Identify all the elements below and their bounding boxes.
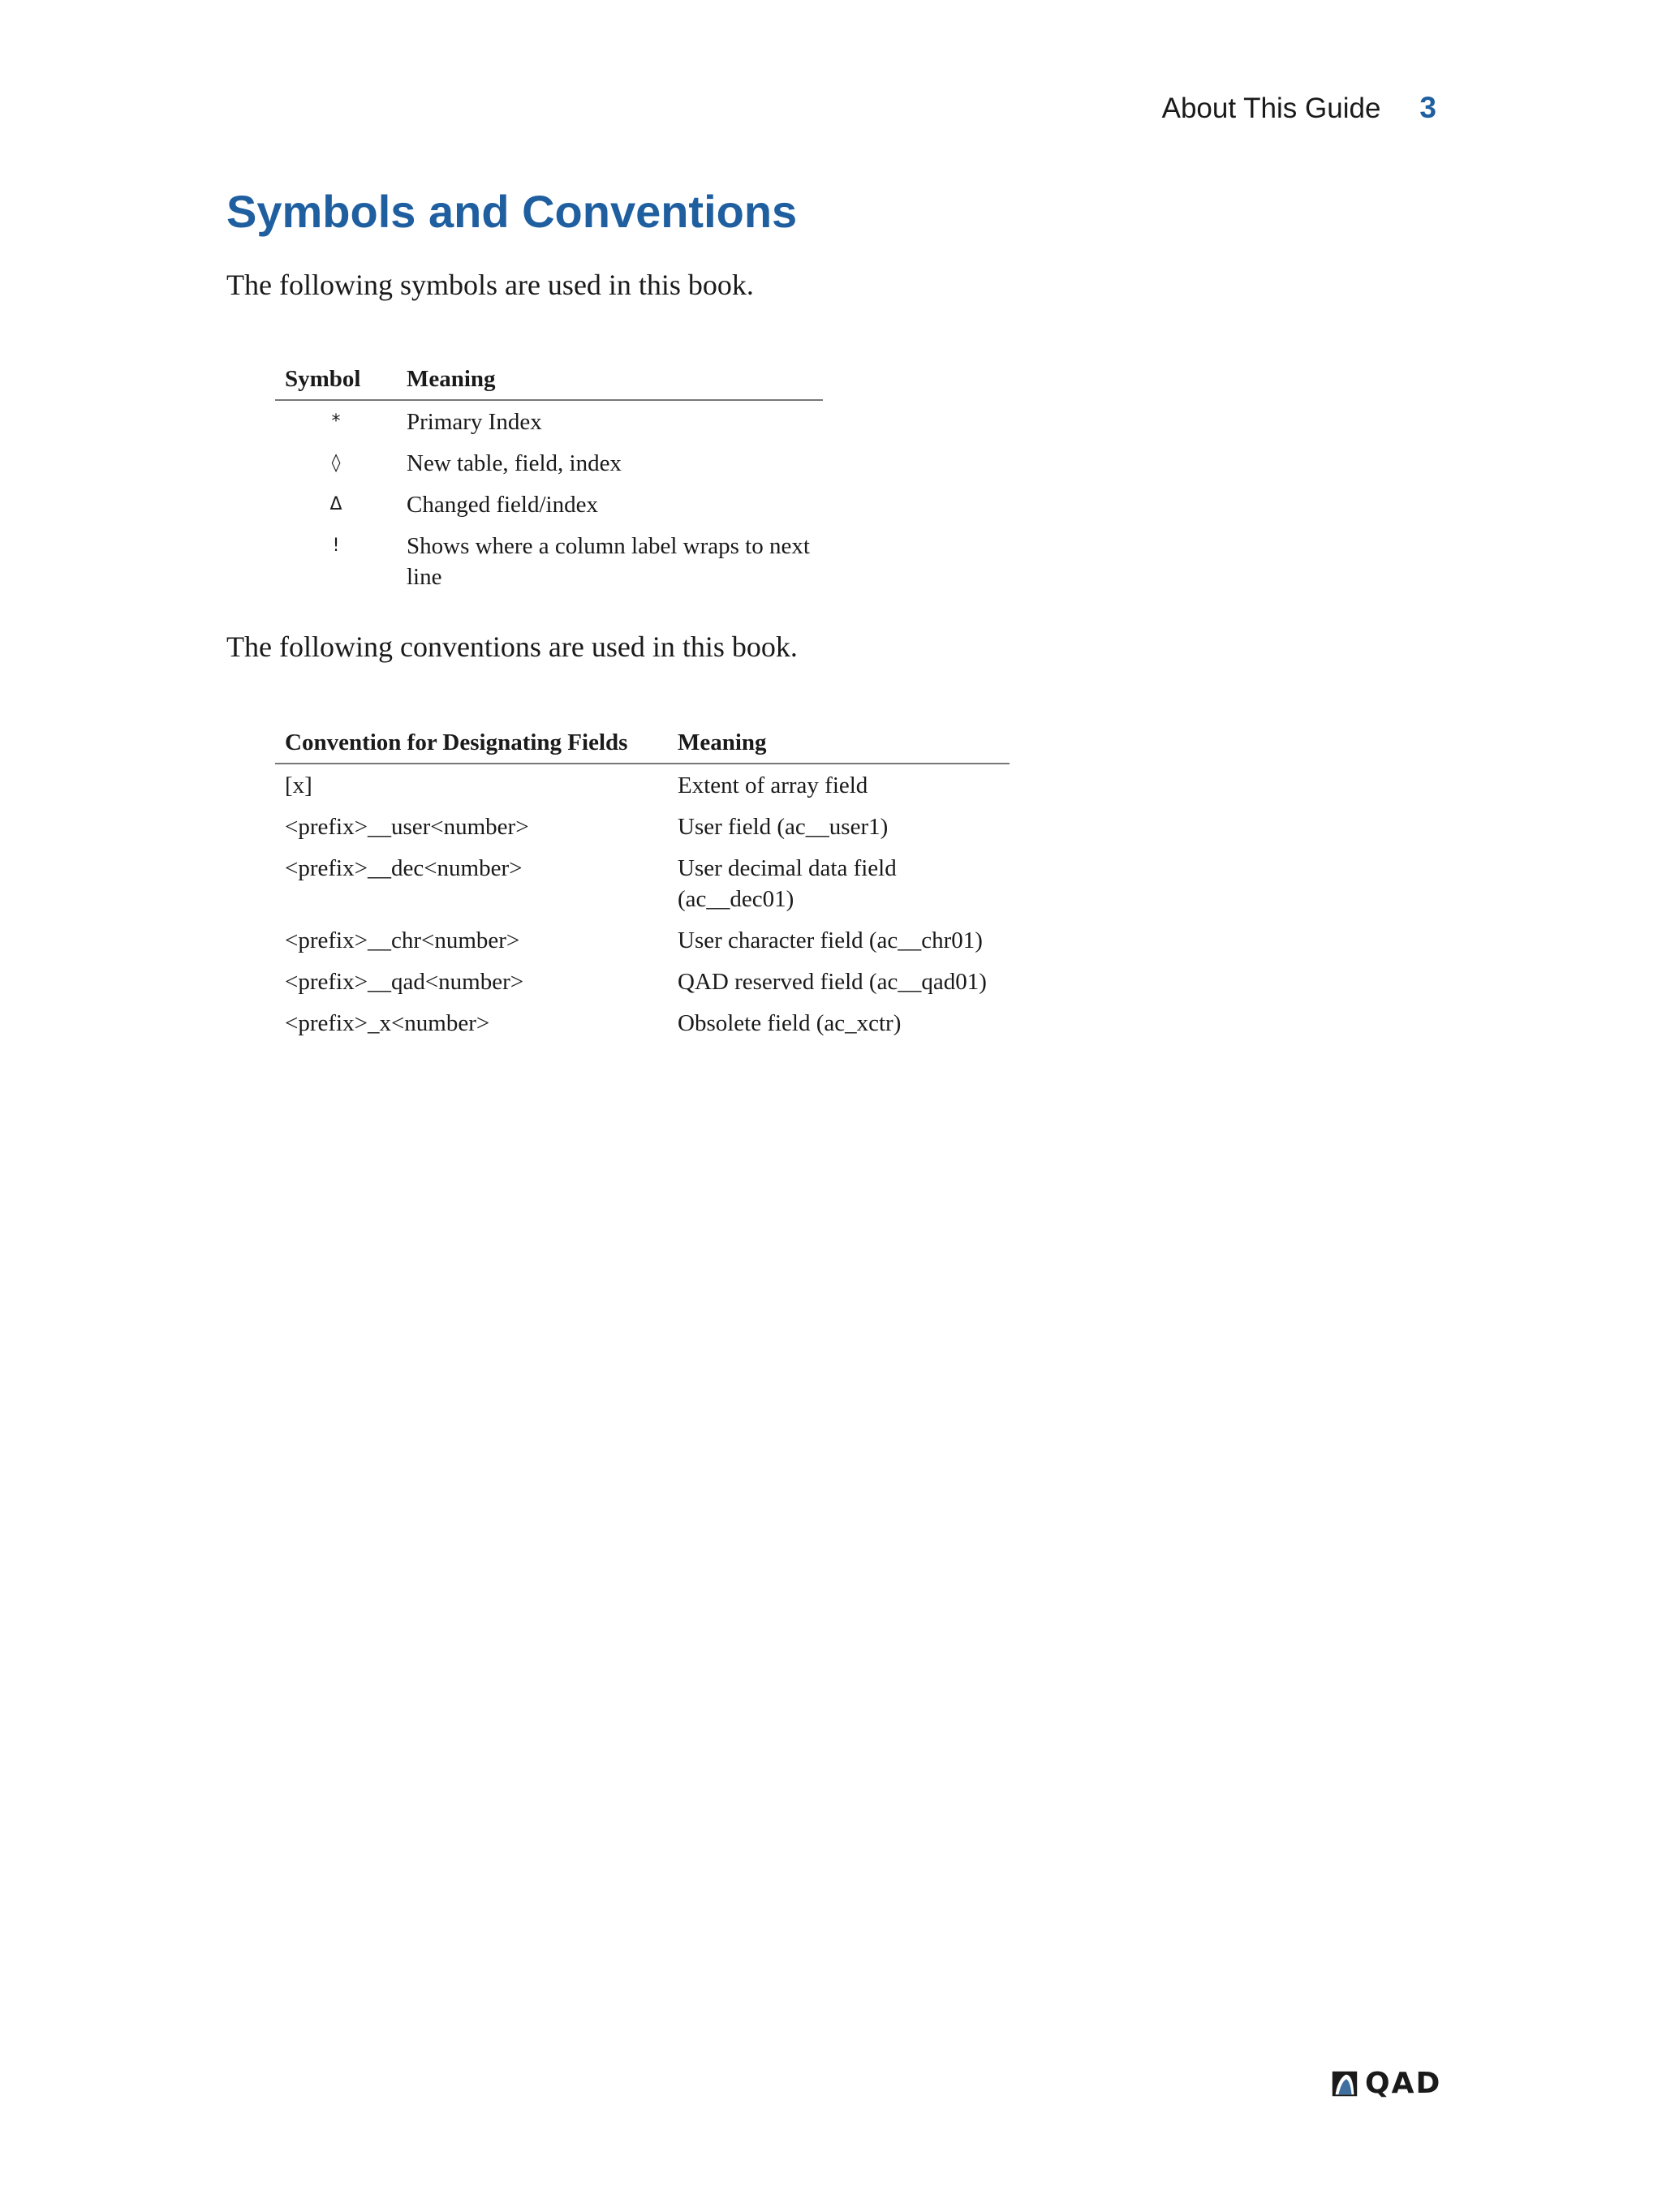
symbol-meaning: Shows where a column label wraps to next line <box>407 533 810 590</box>
table-header-row <box>275 364 823 400</box>
table-row <box>275 525 823 597</box>
convention-cell: <prefix>__user<number> <box>285 814 529 840</box>
convention-meaning: QAD reserved field (ac__qad01) <box>678 969 987 995</box>
table-row <box>275 764 1010 806</box>
table-row <box>275 400 823 442</box>
convention-cell: [x] <box>285 772 312 798</box>
conventions-table <box>275 727 1010 1044</box>
changed-item-symbol-icon: Δ <box>329 494 342 514</box>
convention-meaning: User decimal data field (ac__dec01) <box>678 855 897 912</box>
symbols-intro: The following symbols are used in this book. <box>226 269 754 301</box>
symbols-table <box>275 364 823 597</box>
convention-cell: <prefix>__chr<number> <box>285 927 520 953</box>
column-header-symbol: Symbol <box>275 364 397 400</box>
page-number: 3 <box>1419 91 1436 124</box>
column-header-meaning: Meaning <box>668 727 1010 764</box>
convention-meaning: User character field (ac__chr01) <box>678 927 983 953</box>
symbol-meaning: Changed field/index <box>407 492 598 518</box>
symbol-meaning: Primary Index <box>407 409 542 435</box>
convention-meaning: Obsolete field (ac_xctr) <box>678 1010 902 1036</box>
conventions-intro: The following conventions are used in this book. <box>226 630 798 663</box>
table-row <box>275 806 1010 847</box>
symbol-meaning: New table, field, index <box>407 450 622 476</box>
convention-cell: <prefix>__qad<number> <box>285 969 524 995</box>
table-row <box>275 484 823 525</box>
convention-meaning: Extent of array field <box>678 772 868 798</box>
running-header <box>1096 91 1436 131</box>
convention-cell: <prefix>__dec<number> <box>285 855 523 881</box>
table-row <box>275 919 1010 961</box>
label-wrap-symbol-icon: ! <box>332 536 340 556</box>
convention-meaning: User field (ac__user1) <box>678 814 889 840</box>
column-header-convention: Convention for Designating Fields <box>275 727 668 764</box>
table-row <box>275 442 823 484</box>
section-title: Symbols and Conventions <box>226 186 798 237</box>
qad-logo-icon <box>1329 2068 1360 2099</box>
table-row <box>275 961 1010 1002</box>
table-row <box>275 1002 1010 1044</box>
convention-cell: <prefix>_x<number> <box>285 1010 490 1036</box>
primary-index-symbol-icon: * <box>331 411 341 432</box>
qad-logo <box>1329 2067 1441 2100</box>
new-item-symbol-icon: ◊ <box>331 453 341 473</box>
column-header-meaning: Meaning <box>397 364 823 400</box>
header-title: About This Guide <box>1161 93 1381 124</box>
qad-logo-text: QAD <box>1365 2067 1442 2100</box>
table-row <box>275 847 1010 919</box>
table-header-row <box>275 727 1010 764</box>
